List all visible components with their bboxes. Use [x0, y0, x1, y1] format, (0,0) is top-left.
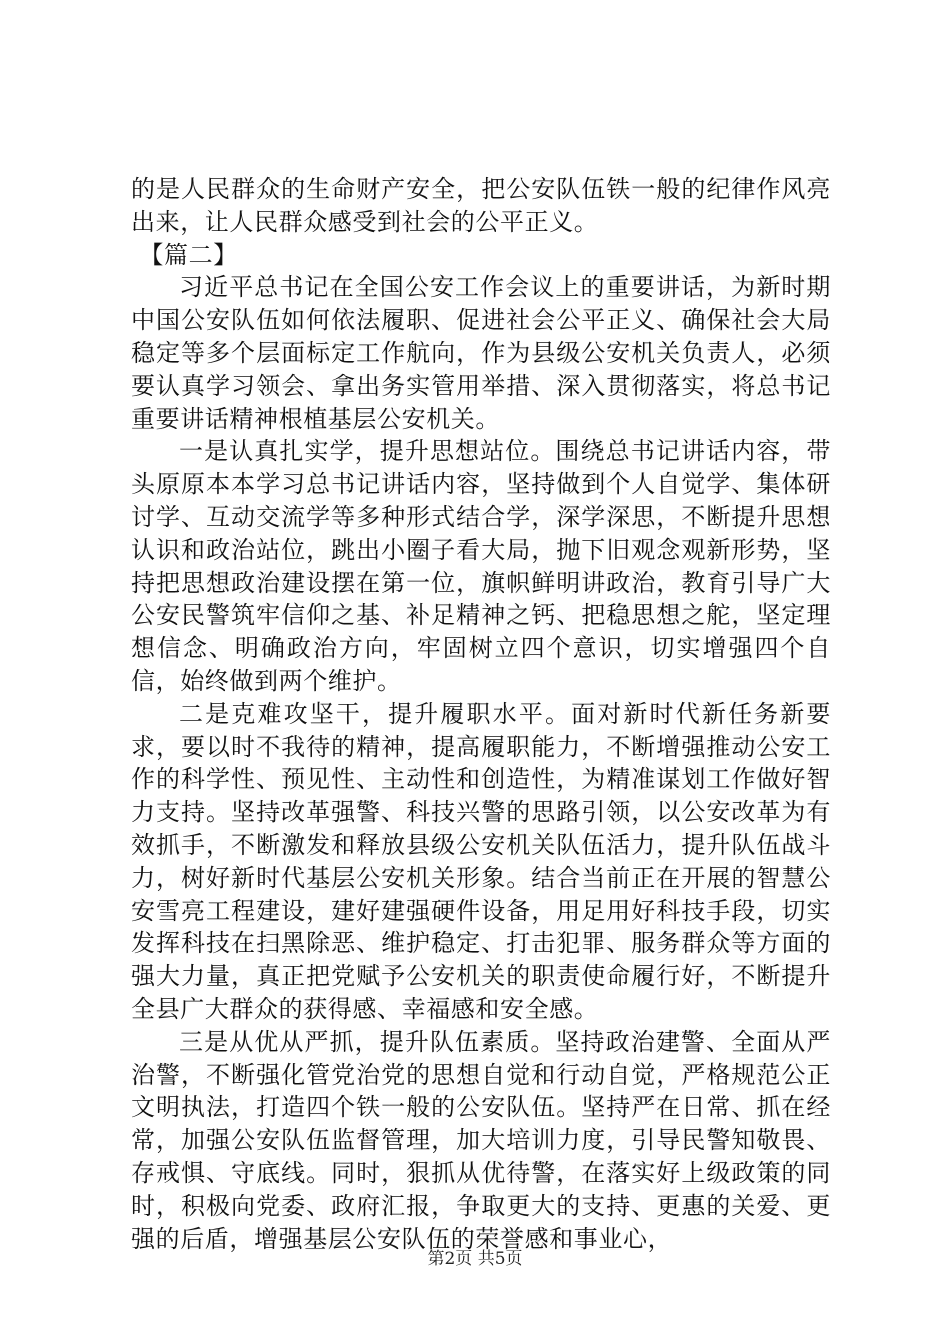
paragraph-point-three: 三是从优从严抓，提升队伍素质。坚持政治建警、全面从严治警，不断强化管党治党的思想自觉和行动自觉，严格规范公正文明执法，打造四个铁一般的公安队伍。坚持严在日常、抓在经常，加强公安队伍监督管理，加大培训力度，引导民警知敬畏、存戒惧、守底线。同时，狠抓从优待警，在落实好上级政策的同时，积极向党委、政府汇报，争取更大的支持、更惠的关爱、更强的后盾，增强基层公安队伍的荣誉感和事业心，: [131, 1027, 831, 1253]
section-heading: 【篇二】: [139, 240, 238, 269]
document-body: [131, 173, 831, 1255]
paragraph-continuation: 的是人民群众的生命财产安全，把公安队伍铁一般的纪律作风亮出来，让人民群众感受到社会的公平正义。: [131, 175, 831, 236]
page-number-footer: 第2页 共5页: [427, 1249, 523, 1269]
paragraph-point-one: 一是认真扎实学，提升思想站位。围绕总书记讲话内容，带头原原本本学习总书记讲话内容，坚持做到个人自觉学、集体研讨学、互动交流学等多种形式结合学，深学深思，不断提升思想认识和政治站位，跳出小圈子看大局，抛下旧观念观新形势，坚持把思想政治建设摆在第一位，旗帜鲜明讲政治，教育引导广大公安民警筑牢信仰之基、补足精神之钙、把稳思想之舵，坚定理想信念、明确政治方向，牢固树立四个意识，切实增强四个自信，始终做到两个维护。: [131, 437, 831, 695]
paragraph-point-two: 二是克难攻坚干，提升履职水平。面对新时代新任务新要求，要以时不我待的精神，提高履职能力，不断增强推动公安工作的科学性、预见性、主动性和创造性，为精准谋划工作做好智力支持。坚持改革强警、科技兴警的思路引领，以公安改革为有效抓手，不断激发和释放县级公安机关队伍活力，提升队伍战斗力，树好新时代基层公安机关形象。结合当前正在开展的智慧公安雪亮工程建设，建好建强硬件设备，用足用好科技手段，切实发挥科技在扫黑除恶、维护稳定、打击犯罪、服务群众等方面的强大力量，真正把党赋予公安机关的职责使命履行好，不断提升全县广大群众的获得感、幸福感和安全感。: [131, 699, 831, 1023]
paragraph-intro: 习近平总书记在全国公安工作会议上的重要讲话，为新时期中国公安队伍如何依法履职、促进社会公平正义、确保社会大局稳定等多个层面标定工作航向，作为县级公安机关负责人，必须要认真学习领会、拿出务实管用举措、深入贯彻落实，将总书记重要讲话精神根植基层公安机关。: [131, 273, 831, 433]
